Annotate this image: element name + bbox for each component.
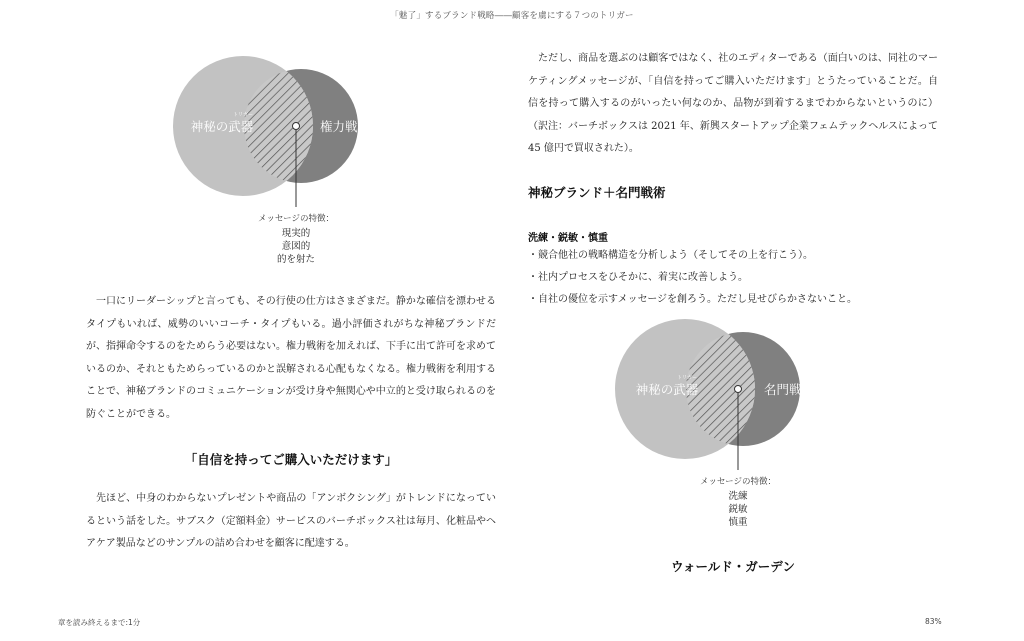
list-item: ・社内プロセスをひそかに、着実に改善しよう。 (528, 272, 748, 283)
venn-traits (256, 227, 336, 266)
venn-left-label: 神秘の武器 (635, 382, 699, 397)
venn-right-label: 名門戦術 (763, 382, 815, 397)
reading-progress-percent: 83% (925, 617, 942, 626)
venn-right-label: 権力戦術 (319, 119, 371, 134)
list-item: ・自社の優位を示すメッセージを創ろう。ただし見せびらかさないこと。 (528, 294, 857, 305)
venn-left-label: 神秘の武器 (190, 119, 254, 134)
trait-item: 鋭敏 (728, 504, 748, 515)
venn-caption: メッセージの特徴： (700, 477, 776, 487)
venn-ruby: トリガー (233, 112, 253, 118)
trait-item: 慎重 (728, 517, 748, 528)
trait-item: 洗練 (728, 491, 748, 502)
reading-time-indicator: 章を読み終えるまで:1分 (58, 618, 141, 627)
body-paragraph: 先ほど、中身のわからないプレゼントや商品の「アンボクシング」がトレンドになっているという話をした。サブスク（定額料金）サービスのバーチボックス社は毎月、化粧品やヘアケア製品などのサンプルの詰め合わせを顧客に配達する。 (86, 493, 496, 549)
section-heading: ウォールド・ガーデン (670, 559, 795, 574)
section-heading: 神秘ブランド＋名門戦術 (528, 185, 666, 200)
venn-caption: メッセージの特徴： (258, 214, 334, 224)
section-heading: 「自信を持ってご購入いただけます」 (184, 452, 398, 467)
venn-traits (698, 490, 778, 529)
venn-diagram-prestige (613, 318, 833, 478)
trait-item: 現実的 (281, 228, 311, 239)
venn-diagram-power (170, 55, 390, 215)
trait-item: 的を射た (276, 254, 315, 265)
bullet-list (528, 245, 857, 311)
book-header-title: 「魅了」するブランド戦略――顧客を虜にする７つのトリガー (390, 11, 634, 21)
body-paragraph: 一口にリーダーシップと言っても、その行使の仕方はさまざまだ。静かな確信を漂わせるタイプもいれば、威勢のいいコーチ・タイプもいる。過小評価されがちな神秘ブランドだが、指揮命令するのをためらう必要はない。権力戦術を加えれば、下手に出て許可を求めているのか、それともためらっているのかと誤解される心配もなくなる。権力戦術を利用することで、神秘ブランドのコミュニケーションが受け身や無関心や中立的と受け取られるのを防ぐことができる。 (86, 296, 496, 420)
venn-ruby: トリガー (677, 375, 697, 381)
trait-item: 意図的 (281, 241, 311, 252)
body-paragraph: ただし、商品を選ぶのは顧客ではなく、社のエディターである（面白いのは、同社のマーケティングメッセージが、「自信を持ってご購入いただけます」とうたっていることだ。自信を持って購入するのがいったい何なのか、品物が到着するまでわからないというのに）（訳注：バーチボックスは 2021 年、新興スタートアップ企業フェムテックヘルスによって 45 億円で買収された）。 (528, 53, 938, 154)
list-item: ・競合他社の戦略構造を分析しよう（そしてその上を行こう）。 (528, 250, 813, 261)
sub-heading: 洗練・鋭敏・慎重 (528, 233, 608, 244)
